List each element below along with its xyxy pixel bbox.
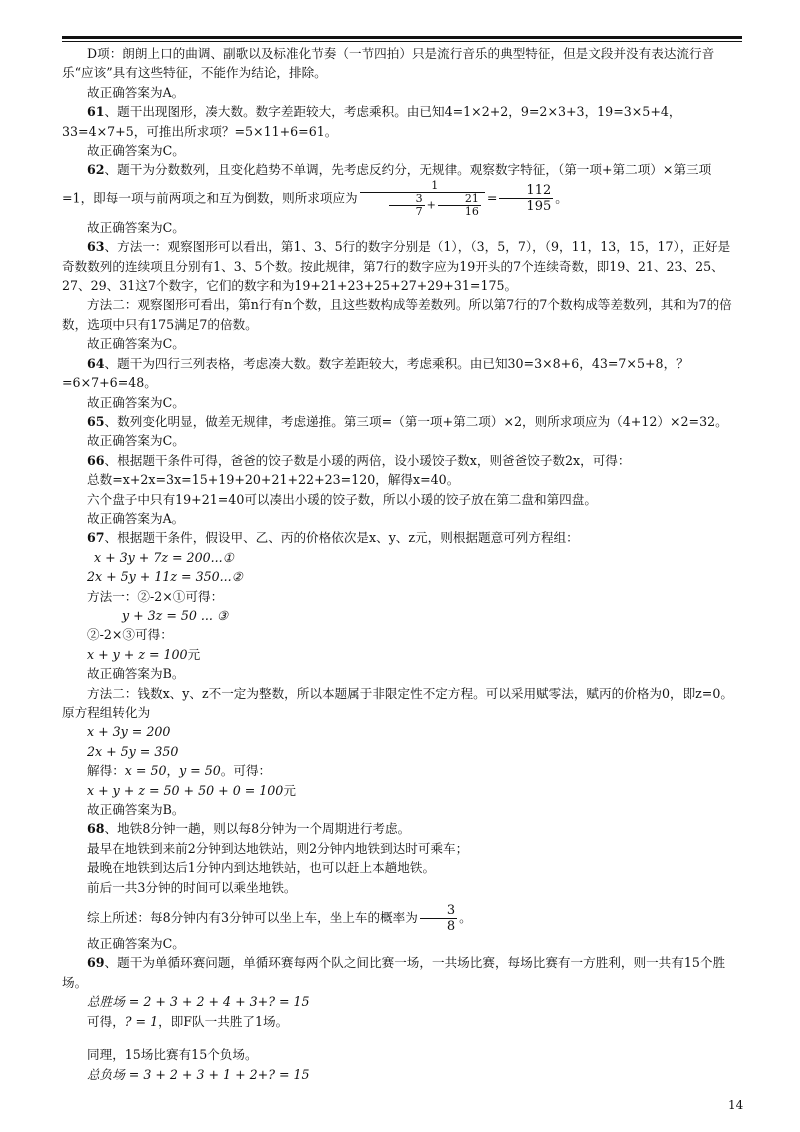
q69-paragraph [62, 953, 742, 992]
q67-equation-2: 2x + 5y + 11z = 350...② [87, 569, 243, 585]
q66-paragraph [62, 451, 742, 470]
q65-number: 65 [87, 413, 105, 429]
q63-method2: 方法二：观察图形可看出，第n行有n个数，且这些数构成等差数列。所以第7行的7个数构成等差数列，其和为7的倍数，选项中只有175满足7的倍数。 [62, 297, 732, 332]
q62-paragraph: 62、题干为分数数列，且变化趋势不单调，先考虑反约分，无规律。观察数字特征，（第一项+第二项）×第三项=1，即每一项与前两项之和互为倒数，则所求项应为 1 $\frac{3}{7}$ + $\frac{21}{16}$ = $\frac{112}{195}$ 。 [62, 162, 712, 218]
q68-number: 68 [87, 821, 105, 837]
q67-text: 、根据题干条件，假设甲、乙、丙的价格依次是x、y、z元，则根据题意可列方程组： [104, 530, 579, 546]
q67-paragraph [62, 528, 742, 547]
q62-text: 、题干为分数数列，且变化趋势不单调，先考虑反约分，无规律。观察数字特征，（第一项+第二项）×第三项=1，即每一项与前两项之和互为倒数，则所求项应为 [62, 162, 712, 206]
q68-line-c: 最晚在地铁到达后1分钟内到达地铁站，也可以赶上本趟地铁。 [87, 860, 436, 876]
q67-equation-7: x + y + z = 50 + 50 + 0 = 100元 [87, 782, 296, 798]
q67-answer-2: 故正确答案为B。 [87, 802, 185, 818]
q63-text: 、方法一：观察图形可以看出，第1、3、5行的数字分别是（1），（3，5，7），（9，11，13，15，17），正好是奇数数列的连续项且分别有1、3、5个数。按此规律，第7行的数字应为19开头的7个连续奇数，即19、21、23、25、27、29、31这7个数字，它们的数字和为19+21+23+25+27+29+31=175。 [62, 239, 731, 294]
q67-answer-1: 故正确答案为B。 [87, 666, 185, 682]
header-rule-thick [62, 36, 742, 39]
q66-answer: 故正确答案为A。 [87, 510, 185, 526]
q68-text: 、地铁8分钟一趟，则以每8分钟为一个周期进行考虑。 [104, 821, 411, 837]
q65-answer: 故正确答案为C。 [87, 433, 185, 449]
q69-text: 、题干为单循环赛问题，单循环赛每两个队之间比赛一场，一共场比赛，每场比赛有一方胜利，则一共有15个胜场。 [62, 955, 726, 990]
q67-method2: 方法二：钱数x、y、z不一定为整数，所以本题属于非限定性不定方程。可以采用赋零法，赋丙的价格为0，即z=0。原方程组转化为 [62, 685, 733, 720]
q69-result: 可得，? = 1，即F队一共胜了1场。 [87, 1013, 289, 1029]
page-body [62, 44, 742, 1084]
q67-equation-1: x + 3y + 7z = 200...① [94, 549, 234, 565]
q67-equation-3: y + 3z = 50 ... ③ [122, 607, 229, 623]
q63-paragraph [62, 237, 742, 295]
paragraph-option-d: D项：朗朗上口的曲调、副歌以及标准化节奏（一节四拍）只是流行音乐的典型特征，但是文段并没有表达流行音乐“应该”具有这些特征，不能作为结论，排除。 [62, 46, 715, 81]
q64-number: 64 [87, 355, 105, 371]
q67-method1-step2: ②-2×③可得： [87, 627, 173, 643]
q69-losses-line: 同理，15场比赛有15个负场。 [87, 1047, 258, 1063]
q64-paragraph [62, 354, 742, 393]
q64-answer: 故正确答案为C。 [87, 394, 185, 410]
q66-number: 66 [87, 452, 105, 468]
q65-paragraph [62, 412, 742, 431]
q67-solution: 解得：x = 50，y = 50。可得： [87, 763, 272, 779]
q68-probability-fraction: $\frac{3}{8}$ [420, 903, 457, 934]
q67-equation-6: 2x + 5y = 350 [87, 743, 179, 759]
q61-number: 61 [87, 104, 105, 120]
q66-total-line: 总数=x+2x=3x=15+19+20+21+22+23=120，解得x=40。 [87, 472, 460, 488]
page-number: 14 [728, 1098, 744, 1112]
spacer [62, 1031, 742, 1045]
q62-complex-fraction: 1 $\frac{3}{7}$ + $\frac{21}{16}$ [360, 180, 485, 218]
q61-text: 、题干出现图形，凑大数。数字差距较大，考虑乘积。由已知4=1×2+2，9=2×3+3，19=3×5+4，33=4×7+5，可推出所求项？=5×11+6=61。 [62, 104, 682, 139]
q64-text: 、题干为四行三列表格，考虑凑大数。数字差距较大，考虑乘积。由已知30=3×8+6，43=7×5+8，？=6×7+6=48。 [62, 355, 689, 391]
q67-number: 67 [87, 530, 105, 546]
q63-number: 63 [87, 239, 105, 255]
answer-line: 故正确答案为A。 [87, 84, 185, 100]
q62-answer: 故正确答案为C。 [87, 219, 185, 235]
q62-number: 62 [87, 162, 105, 178]
q68-conclusion: 综上所述：每8分钟内有3分钟可以坐上车，坐上车的概率为 $\frac{3}{8}$ 。 [87, 903, 472, 935]
q66-text: 、根据题干条件可得，爸爸的饺子数是小瑗的两倍，设小瑗饺子数x，则爸爸饺子数2x，可得： [104, 452, 631, 468]
header-rule-thin [62, 41, 742, 42]
q69-number: 69 [87, 955, 105, 971]
q67-equation-5: x + 3y = 200 [87, 724, 171, 740]
q68-paragraph [62, 819, 742, 838]
q66-plates-line: 六个盘子中只有19+21=40可以凑出小瑗的饺子数，所以小瑗的饺子放在第二盘和第四盘。 [87, 491, 597, 507]
q69-equation-wins: 总胜场 = 2 + 3 + 2 + 4 + 3+? = 15 [87, 994, 310, 1010]
q69-equation-losses: 总负场 = 3 + 2 + 3 + 1 + 2+? = 15 [87, 1066, 310, 1082]
q68-answer: 故正确答案为C。 [87, 936, 185, 952]
q65-text: 、数列变化明显，做差无规律，考虑递推。第三项=（第一项+第二项）×2，则所求项应为（4+12）×2=32。 [104, 413, 728, 429]
q67-method1: 方法一：②-2×①可得： [87, 588, 224, 604]
q68-line-b: 最早在地铁到来前2分钟到达地铁站，则2分钟内地铁到达时可乘车； [87, 840, 469, 856]
q68-line-d: 前后一共3分钟的时间可以乘坐地铁。 [87, 879, 297, 895]
q67-equation-4: x + y + z = 100元 [87, 646, 201, 662]
q62-result-fraction: $\frac{112}{195}$ [499, 183, 553, 214]
q63-answer: 故正确答案为C。 [87, 336, 185, 352]
q61-answer: 故正确答案为C。 [87, 143, 185, 159]
q61-paragraph [62, 102, 742, 141]
